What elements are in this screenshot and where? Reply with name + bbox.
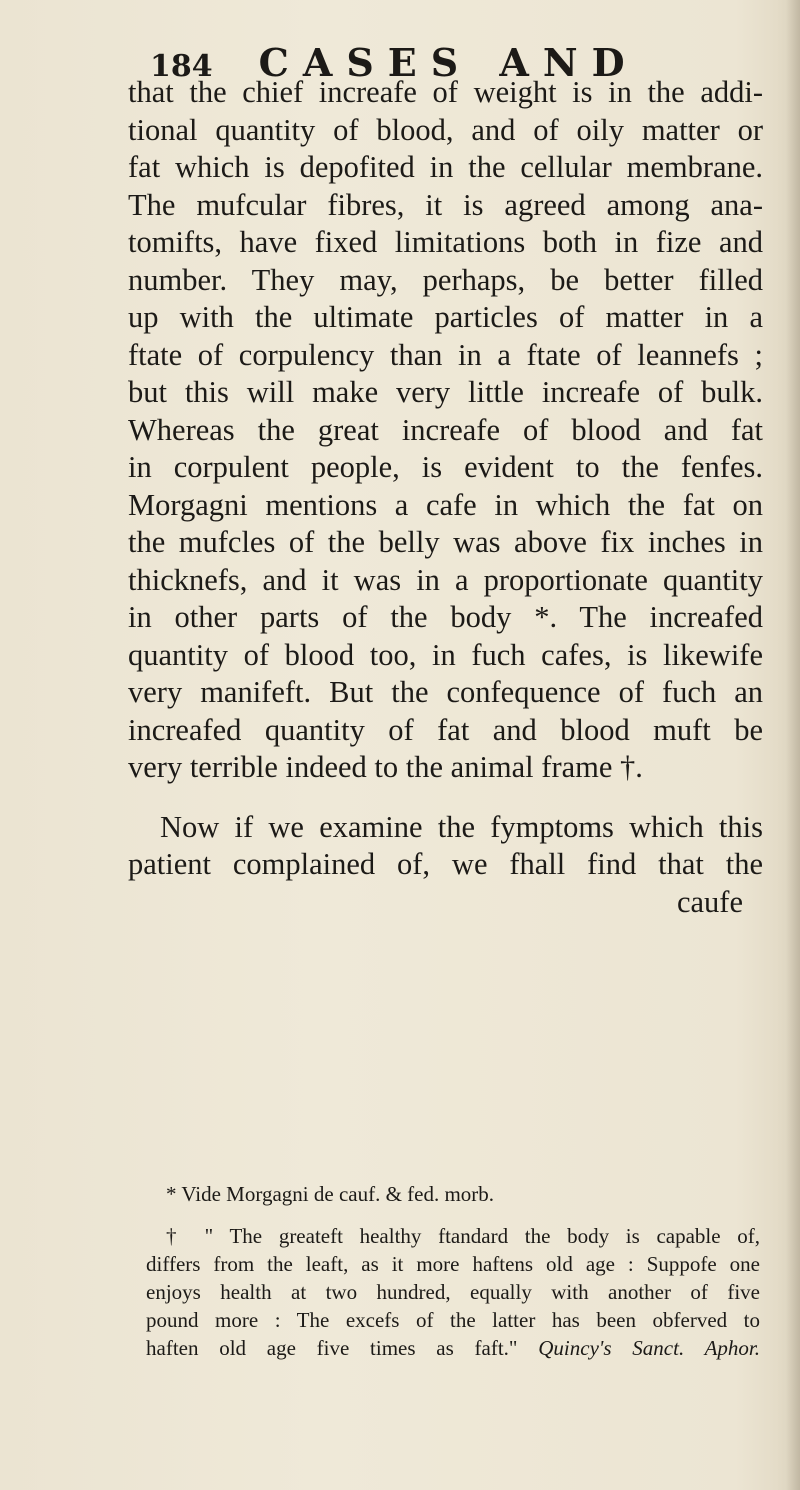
text-line: ftate of corpulency than in a ftate of leannefs ; xyxy=(128,337,763,372)
footnote-line: enjoys health at two hundred, equally with another of five xyxy=(146,1280,760,1304)
text-line: Whereas the great increafe of blood and fat xyxy=(128,412,763,447)
text-line: The mufcular fibres, it is agreed among ana- xyxy=(128,187,763,222)
text-line: patient complained of, we fhall find that the xyxy=(128,847,763,881)
footnote-reference: Quincy's Sanct. Aphor. xyxy=(538,1336,760,1360)
text-line: Now if we examine the fymptoms which this xyxy=(160,809,763,844)
text-line: very manifeft. But the confequence of fuch an xyxy=(128,675,763,709)
running-head: CASES AND xyxy=(258,40,639,85)
footnote-line-last xyxy=(146,1334,760,1362)
text-line: number. They may, perhaps, be better filled xyxy=(128,262,763,297)
text-line: very terrible indeed to the animal frame †. xyxy=(128,750,643,784)
text-line: tional quantity of blood, and of oily matter or xyxy=(128,112,763,147)
footnotes xyxy=(146,1180,760,1362)
text-line: tomifts, have fixed limitations both in fize and xyxy=(128,225,763,259)
page-edge-shadow xyxy=(786,0,800,1490)
footnote-line: pound more : The excefs of the latter has been obferved to xyxy=(146,1308,760,1332)
text-line: in corpulent people, is evident to the fenfes. xyxy=(128,450,763,484)
footnote-2 xyxy=(146,1222,760,1362)
text-line: thicknefs, and it was in a proportionate quantity xyxy=(128,562,763,597)
footnote-quote-end: haften old age five times as faft." xyxy=(146,1336,518,1360)
paragraph-gap xyxy=(128,787,763,809)
text-line: up with the ultimate particles of matter in a xyxy=(128,300,763,334)
text-line: quantity of blood too, in fuch cafes, is likewife xyxy=(128,637,763,672)
text-line: Morgagni mentions a cafe in which the fat on xyxy=(128,487,763,522)
paragraph-2 xyxy=(128,809,763,922)
text-line: increafed quantity of fat and blood muft be xyxy=(128,712,763,747)
text-line: that the chief increafe of weight is in the addi- xyxy=(128,75,763,109)
paragraph-1 xyxy=(128,74,763,787)
catchword: caufe xyxy=(676,884,743,919)
footnote-line: differs from the leaft, as it more haftens old age : Suppofe one xyxy=(146,1252,760,1276)
body-text xyxy=(128,74,763,921)
text-line: in other parts of the body *. The increafed xyxy=(128,600,763,634)
text-line: but this will make very little increafe of bulk. xyxy=(128,375,763,409)
text-line: fat which is depofited in the cellular membrane. xyxy=(128,150,763,184)
footnote-1: * Vide Morgagni de cauf. & fed. morb. xyxy=(166,1182,495,1206)
text-line: the mufcles of the belly was above fix inches in xyxy=(128,525,763,559)
footnote-gap xyxy=(146,1208,760,1222)
footnote-line: † " The greateft healthy ftandard the body is capable of, xyxy=(166,1224,760,1248)
page-number: 184 xyxy=(150,49,213,84)
